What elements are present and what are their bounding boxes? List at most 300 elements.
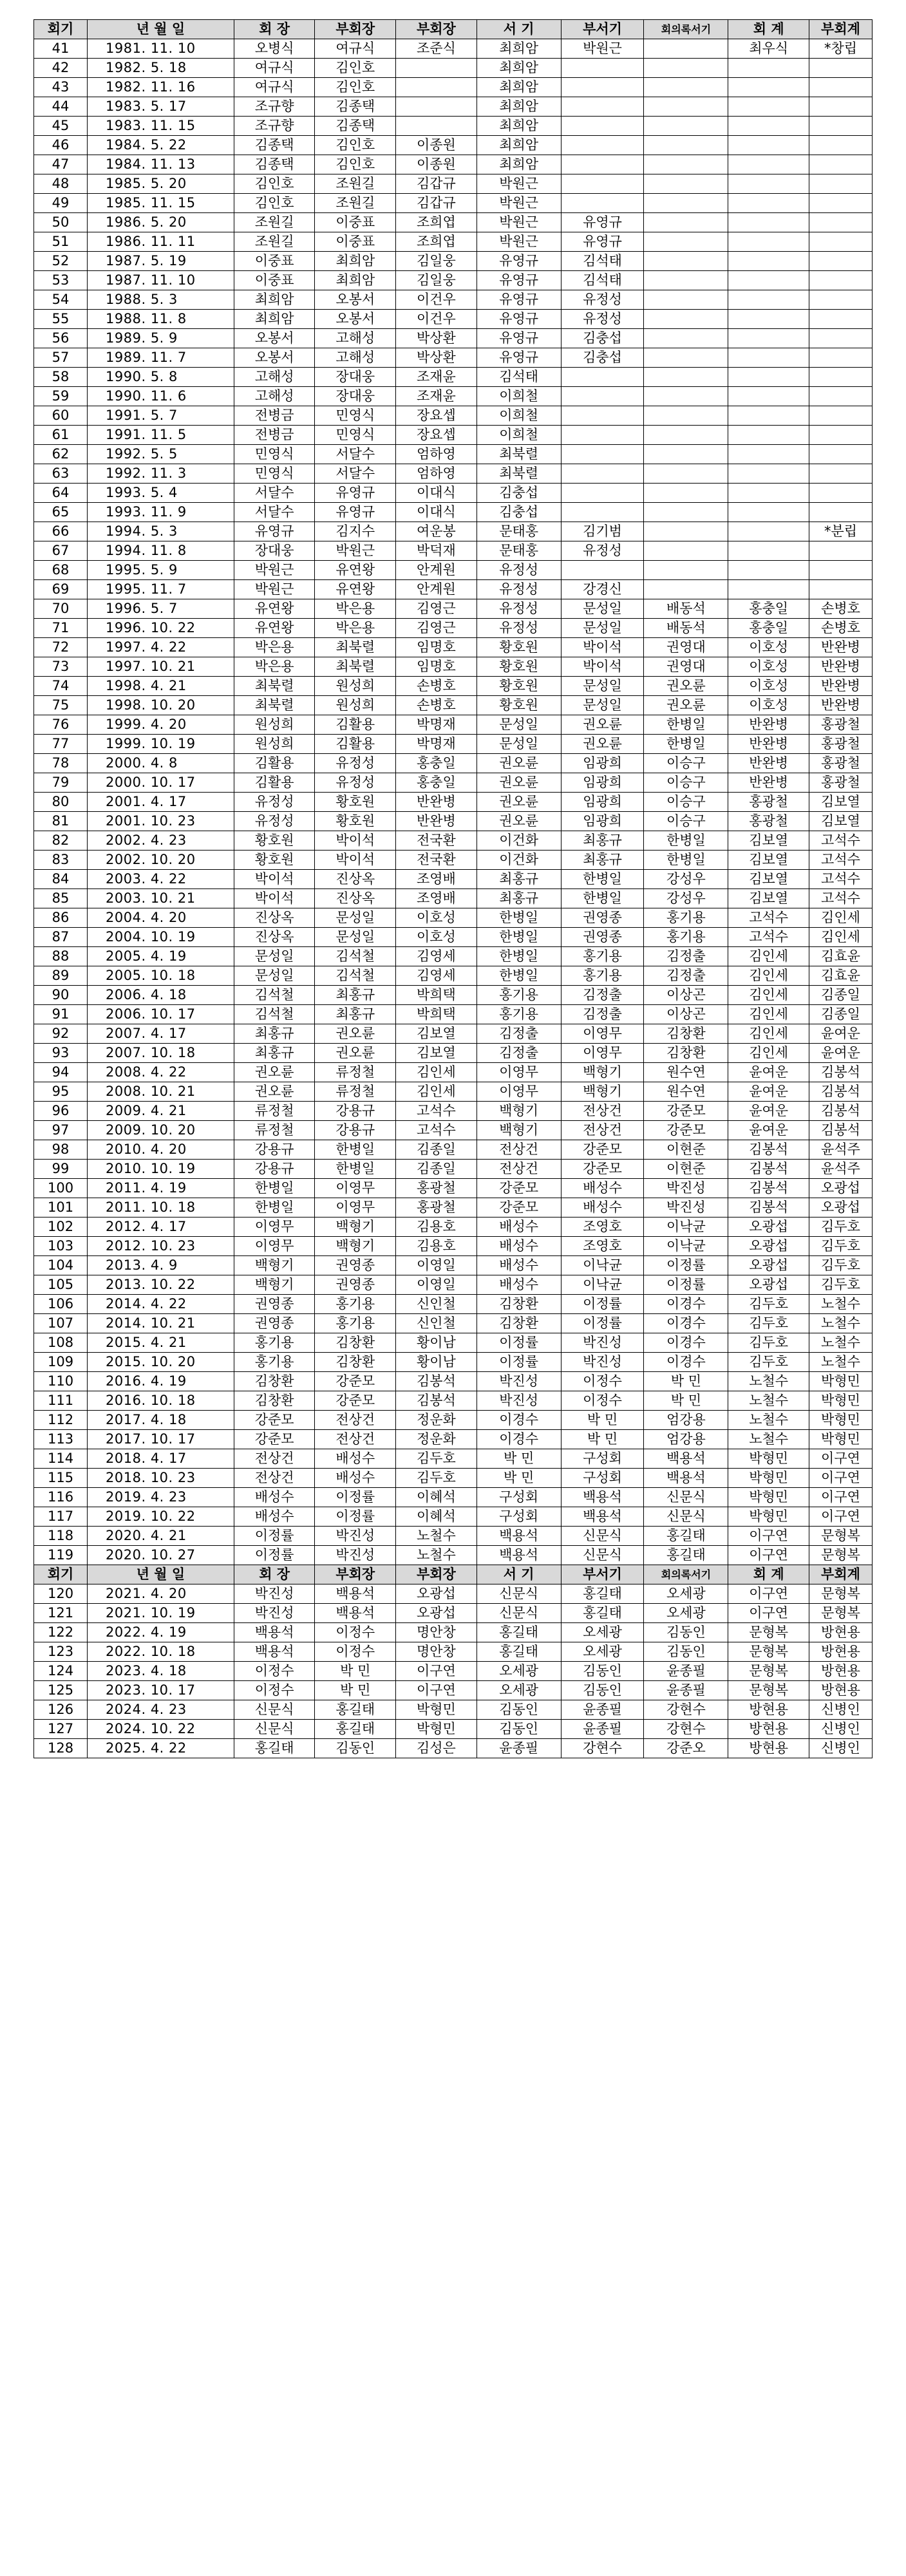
- session-number-cell: 98: [34, 1140, 88, 1160]
- name-cell: 최홍규: [234, 1044, 315, 1063]
- name-cell: [561, 464, 644, 484]
- name-cell: [728, 290, 809, 310]
- name-cell: 유영규: [477, 252, 561, 271]
- table-row: [34, 155, 873, 174]
- name-cell: 황호원: [234, 851, 315, 870]
- name-cell: 문형복: [728, 1623, 809, 1642]
- name-cell: 권오륜: [644, 677, 728, 696]
- name-cell: 김영세: [396, 966, 477, 986]
- name-cell: 김동인: [315, 1739, 396, 1758]
- name-cell: 김인세: [728, 1005, 809, 1024]
- name-cell: [728, 59, 809, 78]
- name-cell: 홍광철: [809, 773, 872, 793]
- session-number-cell: 119: [34, 1546, 88, 1565]
- date-cell: 2010. 10. 19: [88, 1160, 234, 1179]
- table-row: [34, 1391, 873, 1411]
- name-cell: 문형복: [809, 1604, 872, 1623]
- name-cell: 방현용: [728, 1700, 809, 1720]
- name-cell: 유영규: [315, 484, 396, 503]
- name-cell: [809, 252, 872, 271]
- table-row: [34, 619, 873, 638]
- name-cell: 고석수: [809, 889, 872, 908]
- table-row: [34, 484, 873, 503]
- date-cell: 1984. 11. 13: [88, 155, 234, 174]
- session-number-cell: 94: [34, 1063, 88, 1082]
- name-cell: 박형민: [728, 1488, 809, 1507]
- date-cell: 2017. 10. 17: [88, 1430, 234, 1449]
- name-cell: [644, 194, 728, 213]
- table-row: [34, 812, 873, 831]
- session-number-cell: 57: [34, 348, 88, 368]
- name-cell: 백용석: [561, 1507, 644, 1527]
- name-cell: 박형민: [396, 1720, 477, 1739]
- officers-table: [33, 19, 873, 1758]
- header-vice-secretary: 부서기: [561, 20, 644, 39]
- name-cell: 문태홍: [477, 522, 561, 541]
- name-cell: [809, 445, 872, 464]
- session-number-cell: 42: [34, 59, 88, 78]
- name-cell: 박진성: [644, 1179, 728, 1198]
- name-cell: 김봉석: [809, 1082, 872, 1102]
- table-row: [34, 1237, 873, 1256]
- name-cell: 이정률: [477, 1353, 561, 1372]
- name-cell: [644, 348, 728, 368]
- name-cell: [644, 484, 728, 503]
- session-number-cell: 112: [34, 1411, 88, 1430]
- name-cell: 김동인: [644, 1623, 728, 1642]
- name-cell: 노철수: [396, 1546, 477, 1565]
- name-cell: 이영무: [561, 1044, 644, 1063]
- name-cell: 박 민: [477, 1469, 561, 1488]
- name-cell: 최홍규: [315, 1005, 396, 1024]
- name-cell: 이구연: [728, 1604, 809, 1623]
- name-cell: 한병일: [234, 1179, 315, 1198]
- name-cell: 이구연: [809, 1488, 872, 1507]
- name-cell: 전병금: [234, 426, 315, 445]
- name-cell: 황호원: [234, 831, 315, 851]
- date-cell: 1986. 5. 20: [88, 213, 234, 232]
- name-cell: 유영규: [477, 310, 561, 329]
- name-cell: 김용호: [396, 1217, 477, 1237]
- name-cell: 백용석: [644, 1449, 728, 1469]
- name-cell: 유연왕: [315, 580, 396, 599]
- name-cell: 최희암: [477, 155, 561, 174]
- name-cell: 민영식: [315, 426, 396, 445]
- name-cell: 이정수: [234, 1662, 315, 1681]
- name-cell: 홍길태: [315, 1720, 396, 1739]
- name-cell: [644, 580, 728, 599]
- table-row: [34, 329, 873, 348]
- name-cell: 류정철: [234, 1102, 315, 1121]
- name-cell: [809, 271, 872, 290]
- name-cell: [809, 503, 872, 522]
- name-cell: 이영무: [234, 1237, 315, 1256]
- table-row: [34, 368, 873, 387]
- name-cell: 강준모: [315, 1372, 396, 1391]
- name-cell: 박형민: [396, 1700, 477, 1720]
- name-cell: 백용석: [315, 1584, 396, 1604]
- name-cell: 김석철: [234, 1005, 315, 1024]
- table-row: [34, 773, 873, 793]
- name-cell: 반완병: [809, 677, 872, 696]
- name-cell: 배동석: [644, 619, 728, 638]
- name-cell: 안계원: [396, 580, 477, 599]
- table-row: [34, 1024, 873, 1044]
- table-row: [34, 541, 873, 561]
- name-cell: 백형기: [561, 1063, 644, 1082]
- table-row: [34, 1102, 873, 1121]
- name-cell: 유연왕: [234, 599, 315, 619]
- name-cell: 반완병: [728, 715, 809, 735]
- name-cell: 이영무: [234, 1217, 315, 1237]
- table-row: [34, 908, 873, 928]
- name-cell: 강성우: [644, 870, 728, 889]
- name-cell: [561, 368, 644, 387]
- name-cell: 황호원: [477, 657, 561, 677]
- name-cell: 전국환: [396, 851, 477, 870]
- name-cell: [809, 97, 872, 117]
- name-cell: [809, 387, 872, 406]
- date-cell: 1995. 5. 9: [88, 561, 234, 580]
- name-cell: [728, 387, 809, 406]
- table-row: [34, 1642, 873, 1662]
- table-row: [34, 1295, 873, 1314]
- name-cell: 손병호: [396, 696, 477, 715]
- name-cell: 강준모: [644, 1102, 728, 1121]
- table-row: [34, 831, 873, 851]
- date-cell: 2011. 10. 18: [88, 1198, 234, 1217]
- name-cell: 홍기용: [477, 1005, 561, 1024]
- session-number-cell: 46: [34, 136, 88, 155]
- name-cell: 홍광철: [396, 1198, 477, 1217]
- name-cell: 신문식: [561, 1546, 644, 1565]
- table-row: [34, 947, 873, 966]
- name-cell: 조재윤: [396, 387, 477, 406]
- name-cell: 구성회: [477, 1507, 561, 1527]
- name-cell: 최홍규: [561, 851, 644, 870]
- name-cell: 김성은: [396, 1739, 477, 1758]
- name-cell: [644, 290, 728, 310]
- name-cell: 장대웅: [315, 368, 396, 387]
- name-cell: 김보열: [809, 793, 872, 812]
- table-row: [34, 754, 873, 773]
- name-cell: [809, 310, 872, 329]
- name-cell: 김종택: [234, 155, 315, 174]
- name-cell: 홍길태: [315, 1700, 396, 1720]
- date-cell: 1983. 11. 15: [88, 117, 234, 136]
- name-cell: 조원길: [234, 232, 315, 252]
- name-cell: 김충섭: [477, 484, 561, 503]
- name-cell: 원성희: [234, 715, 315, 735]
- name-cell: 오광섭: [728, 1275, 809, 1295]
- date-cell: 2005. 4. 19: [88, 947, 234, 966]
- table-row: [34, 561, 873, 580]
- name-cell: 이혜석: [396, 1507, 477, 1527]
- name-cell: 김봉석: [809, 1102, 872, 1121]
- name-cell: 오세광: [644, 1604, 728, 1623]
- header-minutes-secretary: 회의록서기: [644, 20, 728, 39]
- name-cell: 이대식: [396, 484, 477, 503]
- name-cell: 오세광: [477, 1681, 561, 1700]
- name-cell: [728, 194, 809, 213]
- name-cell: 김창환: [477, 1314, 561, 1333]
- name-cell: 김두호: [728, 1295, 809, 1314]
- session-number-cell: 53: [34, 271, 88, 290]
- table-row: [34, 271, 873, 290]
- name-cell: 김충섭: [561, 348, 644, 368]
- date-cell: 1982. 5. 18: [88, 59, 234, 78]
- name-cell: 홍충일: [728, 619, 809, 638]
- name-cell: 김창환: [644, 1044, 728, 1063]
- name-cell: 조희엽: [396, 213, 477, 232]
- name-cell: [809, 59, 872, 78]
- table-row: [34, 232, 873, 252]
- name-cell: 신문식: [561, 1527, 644, 1546]
- name-cell: 유영규: [234, 522, 315, 541]
- date-cell: 1984. 5. 22: [88, 136, 234, 155]
- name-cell: 이영무: [315, 1198, 396, 1217]
- name-cell: 이구연: [728, 1546, 809, 1565]
- name-cell: 유영규: [477, 271, 561, 290]
- name-cell: 신문식: [477, 1584, 561, 1604]
- header-president: 회 장: [234, 1565, 315, 1584]
- table-row: [34, 310, 873, 329]
- date-cell: 2000. 4. 8: [88, 754, 234, 773]
- date-cell: 2022. 10. 18: [88, 1642, 234, 1662]
- name-cell: 김두호: [809, 1256, 872, 1275]
- name-cell: 이구연: [809, 1507, 872, 1527]
- name-cell: 전상건: [315, 1411, 396, 1430]
- name-cell: [728, 310, 809, 329]
- name-cell: 이상곤: [644, 1005, 728, 1024]
- name-cell: 반완병: [728, 773, 809, 793]
- name-cell: [644, 522, 728, 541]
- name-cell: 윤종필: [477, 1739, 561, 1758]
- name-cell: [396, 97, 477, 117]
- name-cell: 홍길태: [644, 1546, 728, 1565]
- name-cell: [809, 78, 872, 97]
- table-row: [34, 39, 873, 59]
- name-cell: 유영규: [561, 213, 644, 232]
- name-cell: 이경수: [644, 1353, 728, 1372]
- session-number-cell: 73: [34, 657, 88, 677]
- name-cell: 최북렬: [234, 696, 315, 715]
- name-cell: [809, 174, 872, 194]
- name-cell: 백형기: [561, 1082, 644, 1102]
- table-row: [34, 1584, 873, 1604]
- session-number-cell: 117: [34, 1507, 88, 1527]
- name-cell: [644, 426, 728, 445]
- name-cell: 홍기용: [234, 1353, 315, 1372]
- name-cell: 백형기: [477, 1121, 561, 1140]
- table-row: [34, 677, 873, 696]
- name-cell: 홍기용: [315, 1314, 396, 1333]
- table-row: [34, 966, 873, 986]
- table-row: [34, 464, 873, 484]
- name-cell: 김동인: [477, 1720, 561, 1739]
- name-cell: 박은용: [315, 619, 396, 638]
- session-number-cell: 86: [34, 908, 88, 928]
- table-row: [34, 1121, 873, 1140]
- name-cell: 김창환: [477, 1295, 561, 1314]
- name-cell: 황호원: [315, 812, 396, 831]
- name-cell: 서달수: [315, 464, 396, 484]
- session-number-cell: 106: [34, 1295, 88, 1314]
- name-cell: 윤석주: [809, 1140, 872, 1160]
- name-cell: [728, 174, 809, 194]
- name-cell: 방현용: [728, 1739, 809, 1758]
- name-cell: 이중표: [315, 213, 396, 232]
- name-cell: 김종일: [396, 1140, 477, 1160]
- date-cell: 2002. 4. 23: [88, 831, 234, 851]
- session-number-cell: 68: [34, 561, 88, 580]
- session-number-cell: 60: [34, 406, 88, 426]
- name-cell: 문성일: [561, 677, 644, 696]
- session-number-cell: 56: [34, 329, 88, 348]
- name-cell: 박상환: [396, 329, 477, 348]
- name-cell: 신인철: [396, 1314, 477, 1333]
- name-cell: 백용석: [315, 1604, 396, 1623]
- name-cell: 이건우: [396, 310, 477, 329]
- name-cell: 진상옥: [234, 908, 315, 928]
- name-cell: 김석태: [561, 271, 644, 290]
- name-cell: 문성일: [234, 966, 315, 986]
- name-cell: 백형기: [477, 1102, 561, 1121]
- name-cell: 배동석: [644, 599, 728, 619]
- name-cell: 권오륜: [477, 812, 561, 831]
- name-cell: 김인세: [809, 928, 872, 947]
- name-cell: 황호원: [477, 638, 561, 657]
- name-cell: [809, 290, 872, 310]
- table-row: [34, 1256, 873, 1275]
- date-cell: 2012. 4. 17: [88, 1217, 234, 1237]
- table-row: [34, 1507, 873, 1527]
- name-cell: [728, 78, 809, 97]
- table-row: [34, 638, 873, 657]
- table-row: [34, 174, 873, 194]
- name-cell: 김영근: [396, 619, 477, 638]
- name-cell: 권오륜: [234, 1063, 315, 1082]
- name-cell: [809, 426, 872, 445]
- name-cell: [644, 232, 728, 252]
- name-cell: 구성회: [561, 1469, 644, 1488]
- officers-roster: [33, 19, 873, 1758]
- name-cell: 박이석: [234, 889, 315, 908]
- name-cell: 유영규: [315, 503, 396, 522]
- session-number-cell: 123: [34, 1642, 88, 1662]
- name-cell: [644, 271, 728, 290]
- name-cell: 최홍규: [477, 870, 561, 889]
- name-cell: 이정수: [561, 1391, 644, 1411]
- name-cell: 전상건: [234, 1449, 315, 1469]
- table-row: [34, 889, 873, 908]
- name-cell: *창립: [809, 39, 872, 59]
- table-row: [34, 1275, 873, 1295]
- name-cell: 노철수: [809, 1353, 872, 1372]
- name-cell: 권오륜: [477, 773, 561, 793]
- name-cell: 김보열: [809, 812, 872, 831]
- name-cell: 문형복: [728, 1681, 809, 1700]
- name-cell: [644, 541, 728, 561]
- name-cell: 신문식: [644, 1488, 728, 1507]
- name-cell: 반완병: [809, 638, 872, 657]
- table-row: [34, 1082, 873, 1102]
- name-cell: 이종원: [396, 155, 477, 174]
- name-cell: 이정수: [315, 1642, 396, 1662]
- name-cell: 강현수: [644, 1700, 728, 1720]
- name-cell: 권영종: [234, 1295, 315, 1314]
- name-cell: 유정성: [477, 619, 561, 638]
- date-cell: 1986. 11. 11: [88, 232, 234, 252]
- name-cell: [561, 59, 644, 78]
- name-cell: 이영무: [477, 1063, 561, 1082]
- name-cell: 김인호: [234, 194, 315, 213]
- session-number-cell: 113: [34, 1430, 88, 1449]
- name-cell: 장요셉: [396, 406, 477, 426]
- table-row: [34, 1430, 873, 1449]
- name-cell: 박진성: [315, 1527, 396, 1546]
- table-row: [34, 1314, 873, 1333]
- name-cell: 박원근: [477, 194, 561, 213]
- name-cell: 홍충일: [396, 754, 477, 773]
- session-number-cell: 125: [34, 1681, 88, 1700]
- name-cell: 오광섭: [728, 1237, 809, 1256]
- header-secretary: 서 기: [477, 20, 561, 39]
- name-cell: 김효윤: [809, 966, 872, 986]
- name-cell: 김인세: [728, 966, 809, 986]
- date-cell: 1982. 11. 16: [88, 78, 234, 97]
- name-cell: 윤종필: [561, 1720, 644, 1739]
- date-cell: 2009. 4. 21: [88, 1102, 234, 1121]
- name-cell: 엄강용: [644, 1411, 728, 1430]
- table-row: [34, 1140, 873, 1160]
- name-cell: [809, 232, 872, 252]
- name-cell: 홍길태: [644, 1527, 728, 1546]
- name-cell: 반완병: [728, 735, 809, 754]
- name-cell: 류정철: [234, 1121, 315, 1140]
- name-cell: 김봉석: [728, 1160, 809, 1179]
- name-cell: 명안창: [396, 1642, 477, 1662]
- name-cell: 김지수: [315, 522, 396, 541]
- date-cell: 2008. 10. 21: [88, 1082, 234, 1102]
- table-row: [34, 1217, 873, 1237]
- name-cell: 방현용: [809, 1681, 872, 1700]
- name-cell: 노철수: [809, 1314, 872, 1333]
- name-cell: [644, 136, 728, 155]
- name-cell: 오광섭: [396, 1604, 477, 1623]
- name-cell: 문성일: [561, 696, 644, 715]
- name-cell: 박덕재: [396, 541, 477, 561]
- name-cell: 박원근: [234, 580, 315, 599]
- name-cell: 권오륜: [477, 754, 561, 773]
- name-cell: 방현용: [809, 1662, 872, 1681]
- date-cell: 1997. 4. 22: [88, 638, 234, 657]
- date-cell: 1996. 5. 7: [88, 599, 234, 619]
- session-number-cell: 62: [34, 445, 88, 464]
- name-cell: 이낙균: [644, 1237, 728, 1256]
- name-cell: 김두호: [809, 1275, 872, 1295]
- name-cell: [644, 329, 728, 348]
- name-cell: 유정성: [561, 290, 644, 310]
- name-cell: 홍광철: [809, 754, 872, 773]
- table-row: [34, 1063, 873, 1082]
- name-cell: 홍길태: [561, 1604, 644, 1623]
- name-cell: [396, 117, 477, 136]
- name-cell: 김효윤: [809, 947, 872, 966]
- name-cell: [644, 59, 728, 78]
- session-number-cell: 109: [34, 1353, 88, 1372]
- name-cell: 조영호: [561, 1237, 644, 1256]
